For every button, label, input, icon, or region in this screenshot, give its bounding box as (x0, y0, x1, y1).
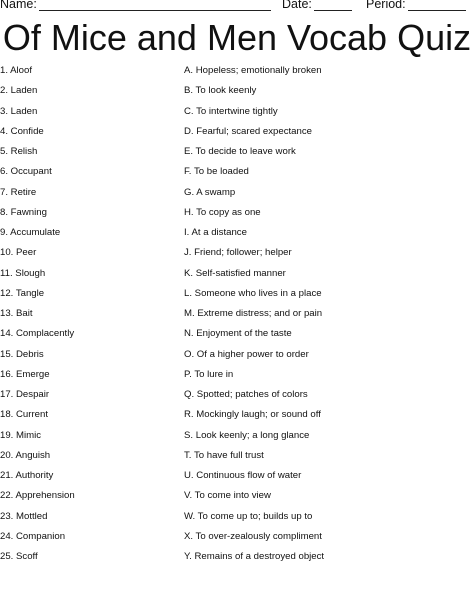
term-item: 6. Occupant (0, 166, 52, 178)
definition-item: E. To decide to leave work (184, 146, 296, 157)
definition-item: G. A swamp (184, 186, 236, 198)
term-item: 8. Fawning (0, 206, 47, 218)
header-fields (0, 0, 474, 13)
page-title: Of Mice and Men Vocab Quiz (2, 17, 472, 58)
term-item: 9. Accumulate (0, 227, 61, 238)
definition-item: A. Hopeless; emotionally broken (184, 65, 322, 76)
term-item: 2. Laden (0, 85, 38, 97)
term-item: 24. Companion (0, 530, 66, 542)
definition-item: L. Someone who lives in a place (184, 287, 322, 299)
definition-item: K. Self-satisfied manner (184, 267, 286, 279)
period-blank-line[interactable] (408, 0, 466, 11)
definition-item: H. To copy as one (184, 206, 261, 218)
term-item: 11. Slough (0, 267, 46, 279)
definition-item: F. To be loaded (184, 166, 249, 178)
definition-item: P. To lure in (184, 368, 234, 380)
definition-item: T. To have full trust (184, 449, 264, 461)
definition-item: M. Extreme distress; and or pain (184, 308, 323, 319)
term-item: 16. Emerge (0, 368, 50, 380)
definition-item: X. To over-zealously compliment (184, 530, 322, 542)
period-field[interactable] (366, 0, 466, 11)
definition-item: R. Mockingly laugh; or sound off (184, 409, 321, 421)
definition-item: J. Friend; follower; helper (184, 247, 292, 259)
term-item: 15. Debris (0, 348, 44, 360)
definition-item: I. At a distance (184, 227, 247, 238)
term-item: 1. Aloof (0, 65, 33, 76)
date-label: Date: (282, 0, 312, 11)
term-item: 22. Apprehension (0, 490, 75, 502)
definition-item: U. Continuous flow of water (184, 470, 302, 481)
date-field[interactable] (282, 0, 352, 11)
definitions-list (184, 64, 474, 570)
term-item: 14. Complacently (0, 328, 75, 340)
term-item: 25. Scoff (0, 551, 38, 562)
name-blank-line[interactable] (39, 0, 271, 11)
name-label: Name: (0, 0, 37, 11)
definition-item: V. To come into view (184, 490, 271, 502)
date-blank-line[interactable] (314, 0, 352, 11)
term-item: 20. Anguish (0, 449, 51, 461)
definition-item: N. Enjoyment of the taste (184, 328, 292, 340)
term-item: 18. Current (0, 409, 48, 421)
definition-item: C. To intertwine tightly (184, 105, 278, 117)
definition-item: S. Look keenly; a long glance (184, 429, 310, 441)
term-item: 23. Mottled (0, 510, 48, 522)
definition-item: Q. Spotted; patches of colors (184, 389, 308, 400)
definition-item: Y. Remains of a destroyed object (184, 551, 325, 562)
term-item: 3. Laden (0, 105, 38, 117)
definition-item: W. To come up to; builds up to (184, 510, 313, 522)
definition-item: D. Fearful; scared expectance (184, 125, 312, 137)
term-item: 13. Bait (0, 308, 33, 319)
term-item: 19. Mimic (0, 429, 42, 441)
term-item: 17. Despair (0, 389, 50, 400)
term-item: 10. Peer (0, 247, 37, 259)
period-label: Period: (366, 0, 406, 11)
term-item: 4. Confide (0, 125, 44, 137)
name-field[interactable] (0, 0, 271, 11)
term-item: 21. Authority (0, 470, 54, 481)
term-item: 12. Tangle (0, 287, 45, 299)
terms-list (0, 64, 170, 570)
term-item: 7. Retire (0, 186, 37, 198)
definition-item: B. To look keenly (184, 85, 257, 97)
definition-item: O. Of a higher power to order (184, 348, 309, 360)
term-item: 5. Relish (0, 146, 38, 157)
